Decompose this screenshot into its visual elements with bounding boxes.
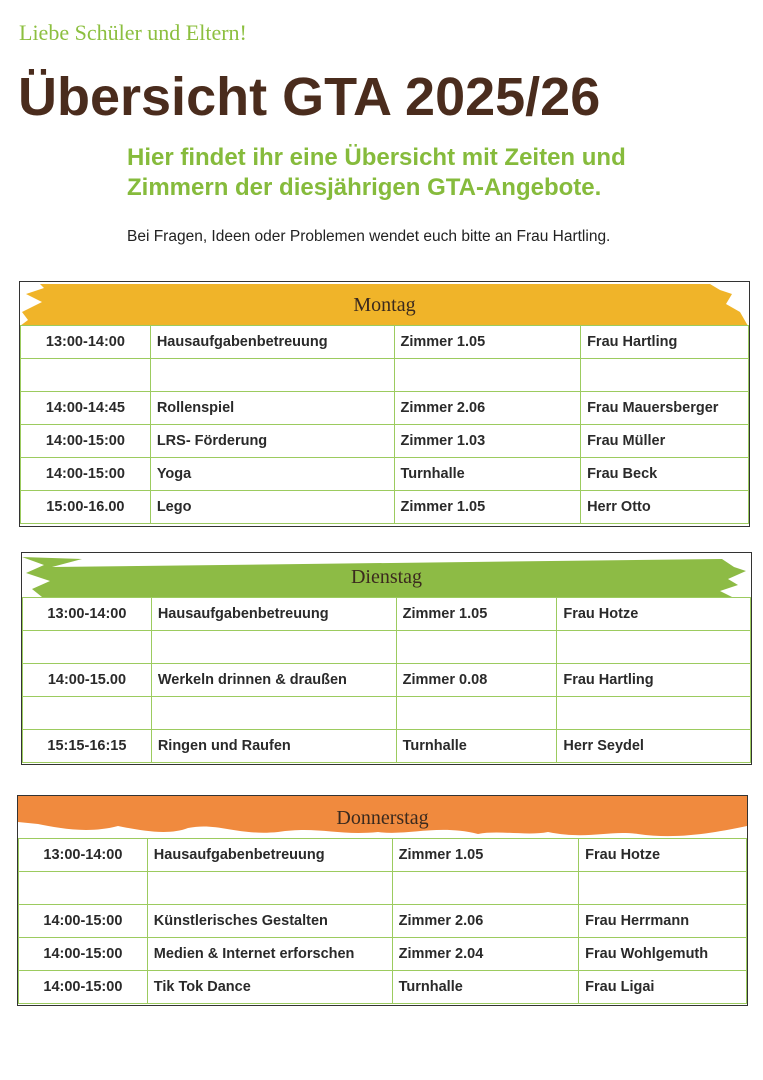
time-cell: 14:00-15:00 xyxy=(19,938,148,971)
time-cell xyxy=(23,631,152,664)
day-section-donnerstag xyxy=(17,795,748,1006)
room-cell xyxy=(396,697,557,730)
teacher-cell: Herr Seydel xyxy=(557,730,751,763)
day-title-donnerstag: Donnerstag xyxy=(336,807,429,829)
subtitle-line-1: Hier findet ihr eine Übersicht mit Zeiten und xyxy=(127,144,626,171)
teacher-cell: Frau Ligai xyxy=(579,971,747,1004)
page-title: Übersicht GTA 2025/26 xyxy=(18,67,601,127)
day-section-montag xyxy=(19,281,750,527)
day-title-montag: Montag xyxy=(353,294,416,316)
schedule-row xyxy=(23,697,751,730)
teacher-cell xyxy=(557,631,751,664)
teacher-cell: Frau Beck xyxy=(581,458,749,491)
schedule-row xyxy=(21,491,749,524)
teacher-cell: Frau Hotze xyxy=(579,839,747,872)
activity-cell: Tik Tok Dance xyxy=(147,971,392,1004)
time-cell: 13:00-14:00 xyxy=(19,839,148,872)
contact-note: Bei Fragen, Ideen oder Problemen wendet euch bitte an Frau Hartling. xyxy=(127,228,611,245)
room-cell: Zimmer 2.06 xyxy=(394,392,581,425)
room-cell: Zimmer 0.08 xyxy=(396,664,557,697)
room-cell: Zimmer 2.04 xyxy=(392,938,579,971)
schedule-row xyxy=(21,458,749,491)
activity-cell: Yoga xyxy=(150,458,394,491)
teacher-cell: Frau Mauersberger xyxy=(581,392,749,425)
room-cell: Zimmer 1.03 xyxy=(394,425,581,458)
activity-cell: Hausaufgabenbetreuung xyxy=(150,326,394,359)
schedule-row xyxy=(23,598,751,631)
greeting: Liebe Schüler und Eltern! xyxy=(19,20,247,45)
schedule-table-montag xyxy=(20,325,749,524)
schedule-row xyxy=(23,631,751,664)
room-cell: Zimmer 1.05 xyxy=(392,839,579,872)
subtitle xyxy=(127,143,747,203)
teacher-cell: Frau Hotze xyxy=(557,598,751,631)
room-cell: Zimmer 1.05 xyxy=(394,326,581,359)
activity-cell: Medien & Internet erforschen xyxy=(147,938,392,971)
activity-cell: Lego xyxy=(150,491,394,524)
activity-cell: Ringen und Raufen xyxy=(151,730,396,763)
room-cell: Turnhalle xyxy=(394,458,581,491)
time-cell xyxy=(19,872,148,905)
teacher-cell xyxy=(581,359,749,392)
subtitle-line-2: Zimmern der diesjährigen GTA-Angebote. xyxy=(127,174,602,201)
schedule-row xyxy=(21,326,749,359)
day-section-dienstag xyxy=(21,552,752,765)
teacher-cell: Frau Herrmann xyxy=(579,905,747,938)
time-cell: 13:00-14:00 xyxy=(23,598,152,631)
room-cell: Zimmer 1.05 xyxy=(396,598,557,631)
time-cell xyxy=(23,697,152,730)
time-cell: 14:00-14:45 xyxy=(21,392,151,425)
schedule-row xyxy=(21,425,749,458)
teacher-cell: Frau Wohlgemuth xyxy=(579,938,747,971)
schedule-row xyxy=(23,664,751,697)
room-cell xyxy=(394,359,581,392)
teacher-cell: Herr Otto xyxy=(581,491,749,524)
time-cell: 14:00-15:00 xyxy=(21,425,151,458)
schedule-row xyxy=(21,392,749,425)
time-cell: 14:00-15:00 xyxy=(19,971,148,1004)
schedule-row xyxy=(19,938,747,971)
activity-cell: Werkeln drinnen & draußen xyxy=(151,664,396,697)
time-cell: 13:00-14:00 xyxy=(21,326,151,359)
room-cell: Turnhalle xyxy=(396,730,557,763)
teacher-cell: Frau Hartling xyxy=(581,326,749,359)
activity-cell xyxy=(150,359,394,392)
room-cell xyxy=(396,631,557,664)
room-cell xyxy=(392,872,579,905)
day-title-dienstag: Dienstag xyxy=(350,566,423,588)
teacher-cell: Frau Müller xyxy=(581,425,749,458)
room-cell: Zimmer 1.05 xyxy=(394,491,581,524)
activity-cell: Hausaufgabenbetreuung xyxy=(147,839,392,872)
activity-cell: Hausaufgabenbetreuung xyxy=(151,598,396,631)
schedule-row xyxy=(19,839,747,872)
activity-cell: Rollenspiel xyxy=(150,392,394,425)
time-cell: 14:00-15.00 xyxy=(23,664,152,697)
time-cell xyxy=(21,359,151,392)
time-cell: 14:00-15:00 xyxy=(19,905,148,938)
time-cell: 15:15-16:15 xyxy=(23,730,152,763)
activity-cell xyxy=(151,697,396,730)
schedule-row xyxy=(21,359,749,392)
teacher-cell: Frau Hartling xyxy=(557,664,751,697)
activity-cell: Künstlerisches Gestalten xyxy=(147,905,392,938)
activity-cell xyxy=(151,631,396,664)
teacher-cell xyxy=(579,872,747,905)
schedule-row xyxy=(19,905,747,938)
time-cell: 14:00-15:00 xyxy=(21,458,151,491)
room-cell: Turnhalle xyxy=(392,971,579,1004)
schedule-row xyxy=(19,872,747,905)
time-cell: 15:00-16.00 xyxy=(21,491,151,524)
room-cell: Zimmer 2.06 xyxy=(392,905,579,938)
teacher-cell xyxy=(557,697,751,730)
schedule-row xyxy=(19,971,747,1004)
activity-cell: LRS- Förderung xyxy=(150,425,394,458)
schedule-row xyxy=(23,730,751,763)
schedule-table-donnerstag xyxy=(18,838,747,1004)
schedule-table-dienstag xyxy=(22,597,751,763)
activity-cell xyxy=(147,872,392,905)
